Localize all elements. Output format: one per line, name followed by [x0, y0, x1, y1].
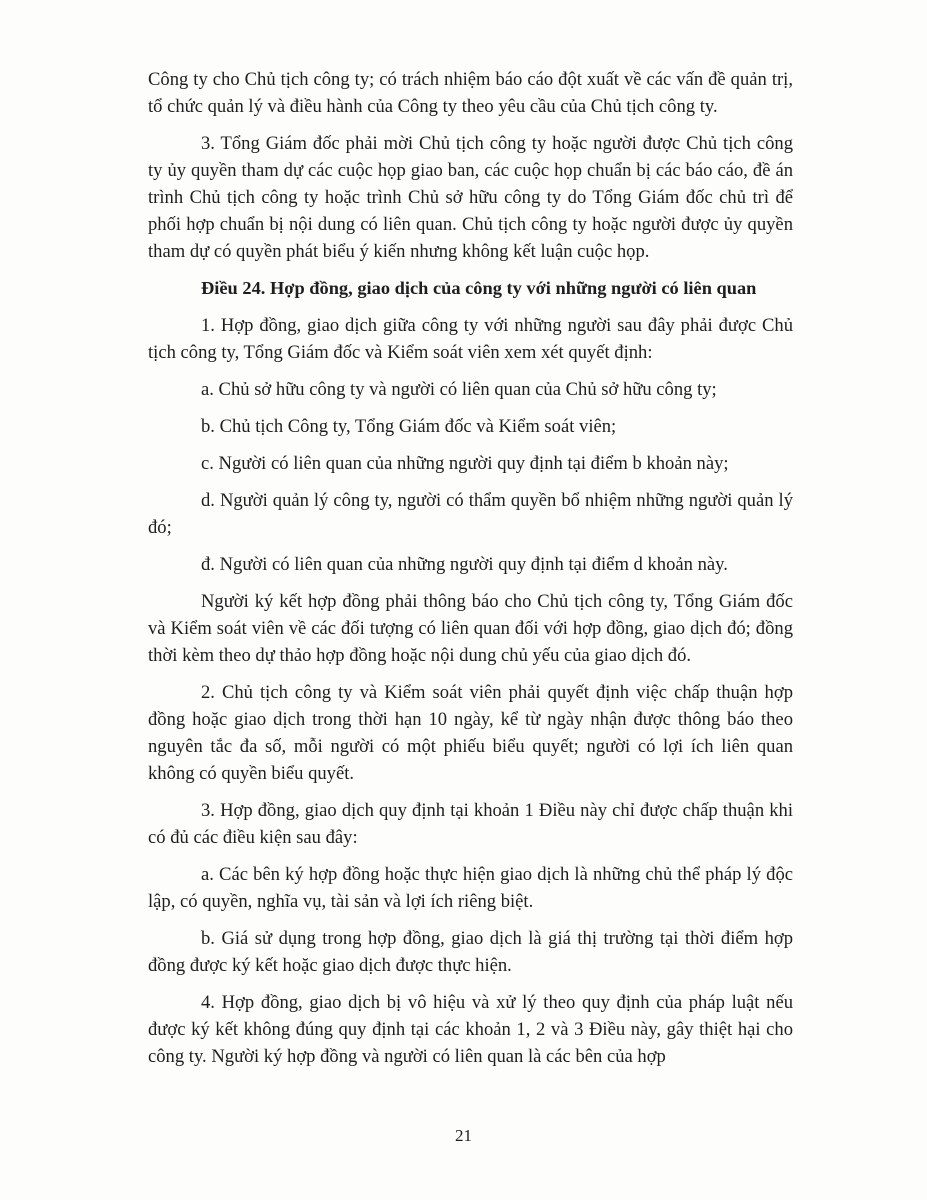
document-body	[148, 66, 793, 1080]
condition-item-b: b. Giá sử dụng trong hợp đồng, giao dịch là giá thị trường tại thời điểm hợp đồng được ký kết hoặc giao dịch được thực hiện.	[148, 928, 793, 976]
paragraph-notify: Người ký kết hợp đồng phải thông báo cho Chủ tịch công ty, Tổng Giám đốc và Kiểm soát viên về các đối tượng có liên quan đối với hợp đồng, giao dịch đó; đồng thời kèm theo dự thảo hợp đồng hoặc nội dung chủ yếu của giao dịch đó.	[148, 591, 793, 666]
paragraph-continuation: Công ty cho Chủ tịch công ty; có trách nhiệm báo cáo đột xuất về các vấn đề quản trị, tổ chức quản lý và điều hành của Công ty theo yêu cầu của Chủ tịch công ty.	[148, 69, 793, 117]
list-item-d: d. Người quản lý công ty, người có thẩm quyền bổ nhiệm những người quản lý đó;	[148, 490, 793, 538]
paragraph-clause-3: 3. Tổng Giám đốc phải mời Chủ tịch công ty hoặc người được Chủ tịch công ty ủy quyền tham dự các cuộc họp giao ban, các cuộc họp chuẩn bị các báo cáo, đề án trình Chủ tịch công ty hoặc trình Chủ sở hữu công ty do Tổng Giám đốc chủ trì để phối hợp chuẩn bị nội dung có liên quan. Chủ tịch công ty hoặc người được ủy quyền tham dự có quyền phát biểu ý kiến nhưng không kết luận cuộc họp.	[148, 133, 793, 262]
list-item-a: a. Chủ sở hữu công ty và người có liên quan của Chủ sở hữu công ty;	[201, 379, 717, 400]
list-item-b: b. Chủ tịch Công ty, Tổng Giám đốc và Kiểm soát viên;	[201, 416, 617, 437]
list-item-dd: đ. Người có liên quan của những người quy định tại điểm d khoản này.	[201, 554, 728, 575]
list-item-c: c. Người có liên quan của những người quy định tại điểm b khoản này;	[201, 453, 729, 474]
paragraph-clause-3b: 3. Hợp đồng, giao dịch quy định tại khoản 1 Điều này chỉ được chấp thuận khi có đủ các điều kiện sau đây:	[148, 800, 793, 848]
page-number: 21	[455, 1126, 472, 1145]
condition-item-a: a. Các bên ký hợp đồng hoặc thực hiện giao dịch là những chủ thể pháp lý độc lập, có quyền, nghĩa vụ, tài sản và lợi ích riêng biệt.	[148, 864, 793, 912]
paragraph-clause-4: 4. Hợp đồng, giao dịch bị vô hiệu và xử lý theo quy định của pháp luật nếu được ký kết không đúng quy định tại các khoản 1, 2 và 3 Điều này, gây thiệt hại cho công ty. Người ký hợp đồng và người có liên quan là các bên của hợp	[148, 992, 793, 1067]
paragraph-clause-1: 1. Hợp đồng, giao dịch giữa công ty với những người sau đây phải được Chủ tịch công ty, Tổng Giám đốc và Kiểm soát viên xem xét quyết định:	[148, 315, 793, 363]
article-24-heading: Điều 24. Hợp đồng, giao dịch của công ty với những người có liên quan	[201, 278, 757, 298]
paragraph-clause-2: 2. Chủ tịch công ty và Kiểm soát viên phải quyết định việc chấp thuận hợp đồng hoặc giao dịch trong thời hạn 10 ngày, kể từ ngày nhận được thông báo theo nguyên tắc đa số, mỗi người có một phiếu biểu quyết; người có lợi ích liên quan không có quyền biểu quyết.	[148, 682, 793, 784]
